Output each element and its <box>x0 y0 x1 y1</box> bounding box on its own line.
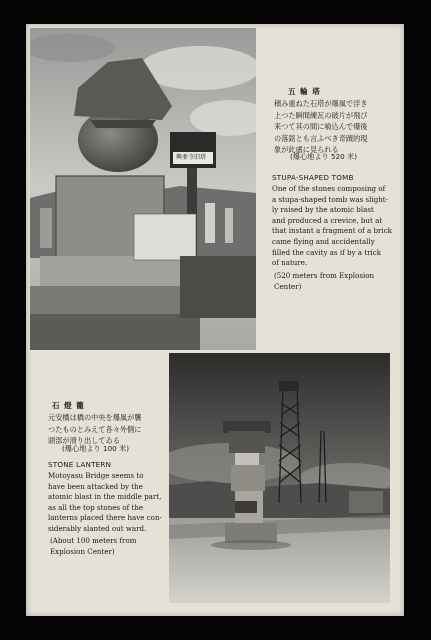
lantern-distance-jp: (爆心地より 100 米) <box>62 444 130 453</box>
tomb-body-jp: 積み重ねた石塔が爆風で浮き 上つた瞬間練瓦の破片が飛び 来つて其の間に喰込んで爆後 の落銘とも言ふべき奇蹟的現 象が此處に見られる <box>274 99 368 154</box>
stupa-tomb-image <box>30 28 256 350</box>
stone-lantern-photo <box>169 353 390 603</box>
lantern-title-en: STONE LANTERN <box>48 460 112 469</box>
lantern-distance-en: (About 100 meters from Explosion Center) <box>50 536 137 556</box>
tomb-title-jp: 五 輪 塔 <box>288 87 321 96</box>
stone-lantern-image <box>169 353 390 603</box>
stupa-tomb-photo <box>30 28 256 350</box>
tomb-distance-en: (520 meters from Explosion Center) <box>274 271 375 291</box>
tomb-title-en: STUPA-SHAPED TOMB <box>272 173 354 182</box>
sign-inscription: 興亜寺旧塔 <box>176 154 207 161</box>
lantern-body-jp: 元安橋は橋の中央を爆風が襲 つたものとみえて各々外側に 頭部が滑り出してゐる <box>48 413 142 445</box>
lantern-body-en: Motoyasu Bridge seems to have been attacked by the atomic blast in the middle part, as all the top stones of the lanterns placed there have con- siderably slanted out ward. <box>48 471 162 533</box>
tomb-body-en: One of the stones composing of a stupa-shaped tomb was slight- ly raised by the atomic blast and produced a crevice, but at that instant a fragment of a brick came flying and accidentally filled the cavity as if by a trick of nature. <box>272 184 392 268</box>
tomb-distance-jp: (爆心地より 520 米) <box>290 152 358 161</box>
album-page <box>26 24 404 616</box>
lantern-title-jp: 石 燈 籠 <box>52 401 85 410</box>
